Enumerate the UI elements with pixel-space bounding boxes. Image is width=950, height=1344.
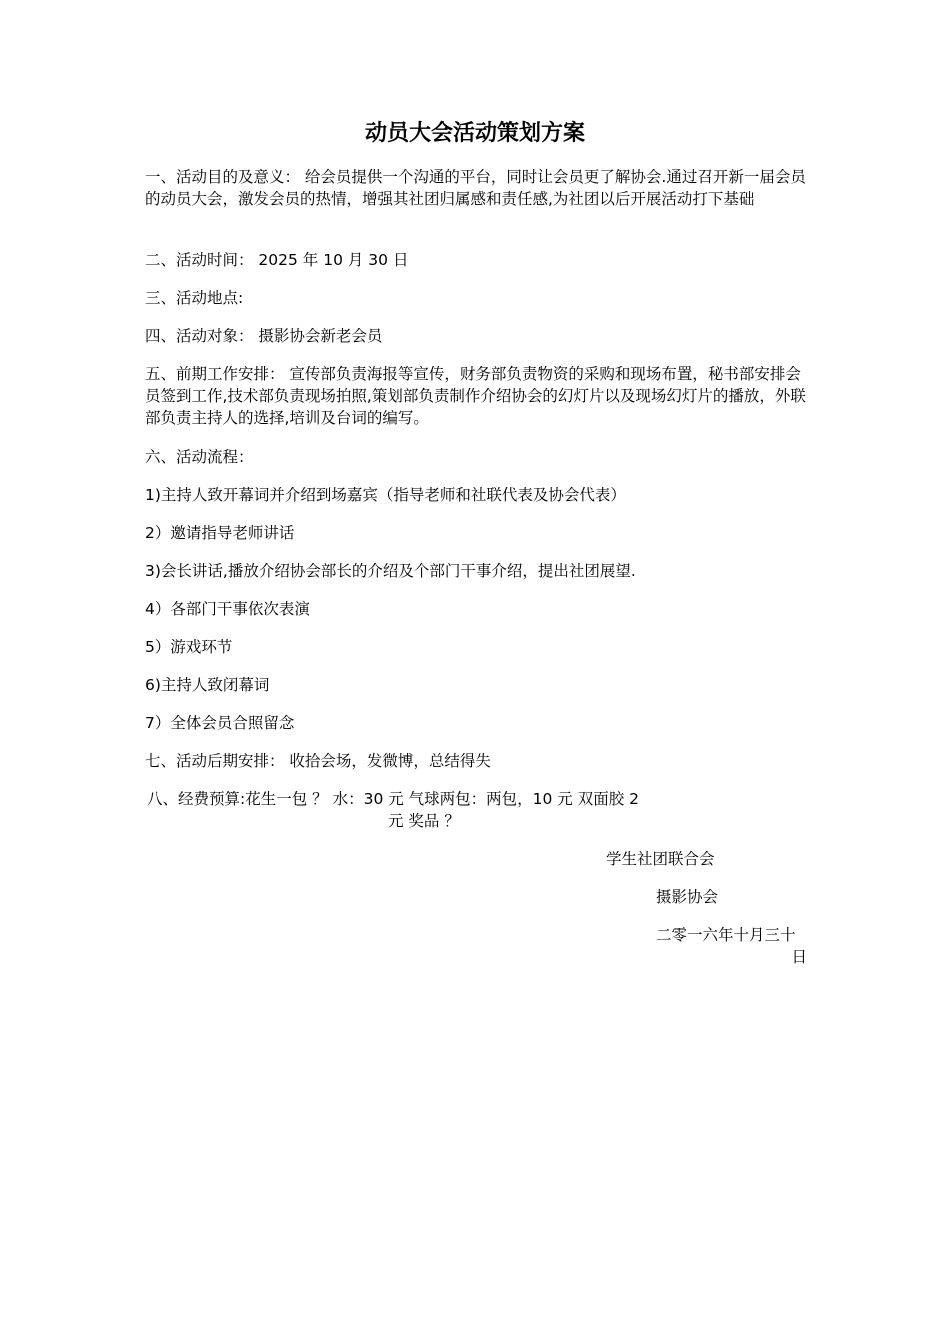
document-title: 动员大会活动策划方案 <box>364 121 585 146</box>
section-post-arrangement: 七、活动后期安排： 收拾会场，发微博，总结得失 <box>145 752 491 770</box>
section-target: 四、活动对象： 摄影协会新老会员 <box>145 327 383 345</box>
flow-step: 4）各部门干事依次表演 <box>145 600 310 618</box>
signature-date <box>656 924 807 968</box>
section-purpose: 一、活动目的及意义： 给会员提供一个沟通的平台，同时让会员更了解协会.通过召开新一届会员的动员大会，激发会员的热情，增强其社团归属感和责任感,为社团以后开展活动打下基础 <box>145 168 806 208</box>
flow-step: 5）游戏环节 <box>145 638 233 656</box>
signature-date-tail: 日 <box>791 948 807 966</box>
section-place: 三、活动地点: <box>145 289 244 307</box>
flow-step: 7）全体会员合照留念 <box>145 714 295 732</box>
flow-step: 6)主持人致闭幕词 <box>145 676 270 694</box>
flow-step: 1)主持人致开幕词并介绍到场嘉宾（指导老师和社联代表及协会代表） <box>145 486 626 504</box>
signature-date-main: 二零一六年十月三十 <box>656 926 796 944</box>
section-budget-line2: 元 奖品 ？ <box>388 812 460 830</box>
section-time: 二、活动时间： 2025 年 10 月 30 日 <box>145 251 409 269</box>
section-flow-heading: 六、活动流程： <box>145 448 254 466</box>
section-preparation: 五、前期工作安排： 宣传部负责海报等宣传，财务部负责物资的采购和现场布置，秘书部安排会员签到工作,技术部负责现场拍照,策划部负责制作介绍协会的幻灯片以及现场幻灯片的播放，外联部负责主持人的选择,培训及台词的编写。 <box>145 365 806 427</box>
section-budget-line1: 八、经费预算:花生一包 ？ 水：30 元 气球两包：两包，10 元 双面胶 2 <box>147 790 640 808</box>
signature-union: 学生社团联合会 <box>606 850 715 868</box>
signature-association: 摄影协会 <box>656 888 719 906</box>
flow-step: 2）邀请指导老师讲话 <box>145 524 295 542</box>
flow-step: 3)会长讲话,播放介绍协会部长的介绍及个部门干事介绍，提出社团展望. <box>145 562 636 580</box>
